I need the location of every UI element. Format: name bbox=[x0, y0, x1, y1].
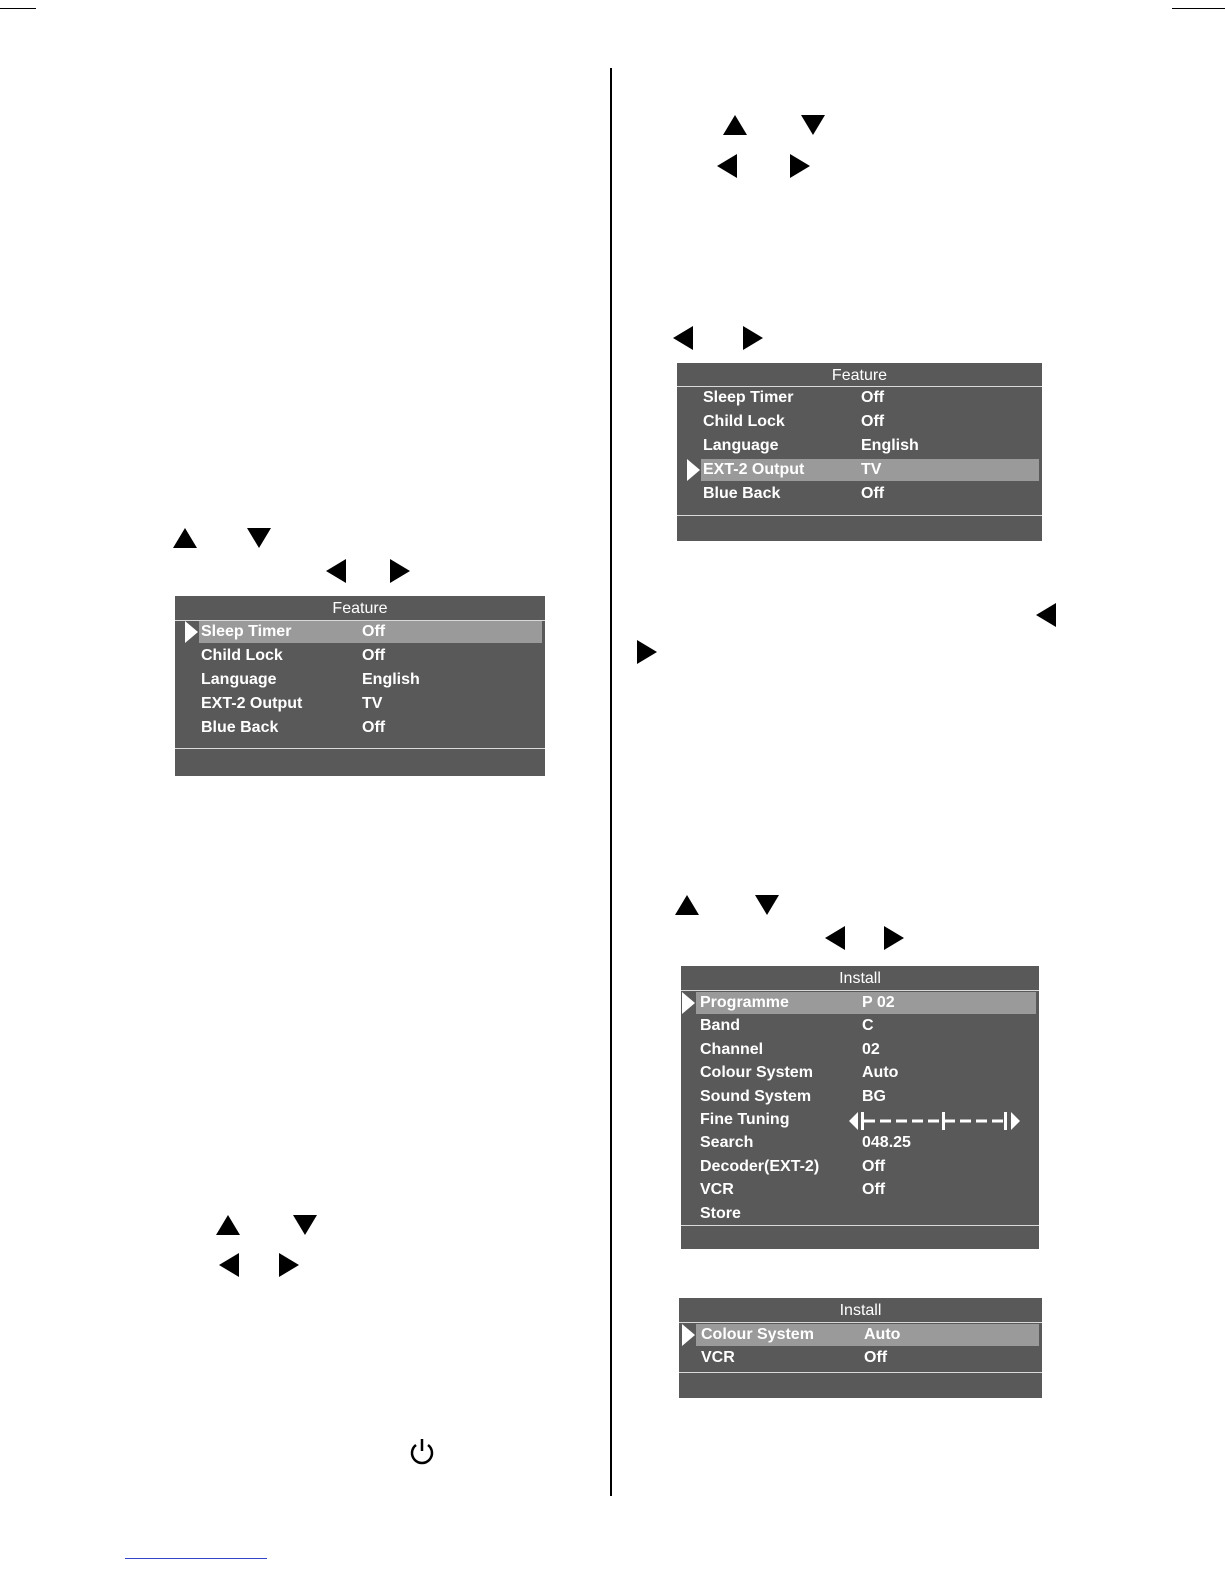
menu-row-label: Blue Back bbox=[703, 485, 781, 502]
menu-row-value: Off bbox=[861, 485, 885, 502]
menu-row-label: Blue Back bbox=[201, 719, 279, 736]
crop-mark-top-left bbox=[0, 8, 36, 9]
menu-row-label: Sleep Timer bbox=[703, 389, 794, 406]
menu-row-value: Off bbox=[861, 413, 885, 430]
menu-row-value: Off bbox=[862, 1157, 886, 1175]
menu-row-value: C bbox=[862, 1017, 874, 1035]
menu-row-label: Store bbox=[700, 1204, 741, 1222]
down-arrow-icon bbox=[293, 1215, 317, 1235]
left-arrow-icon bbox=[717, 154, 737, 178]
right-arrow-icon bbox=[390, 559, 410, 583]
menu-row-value: English bbox=[362, 671, 420, 688]
menu-row-label: Search bbox=[700, 1134, 754, 1152]
menu-row[interactable] bbox=[175, 621, 545, 643]
right-arrow-icon bbox=[279, 1253, 299, 1277]
selection-cursor-icon bbox=[682, 992, 695, 1014]
left-arrow-icon bbox=[326, 559, 346, 583]
left-arrow-icon bbox=[825, 926, 845, 950]
menu-row[interactable] bbox=[681, 1109, 1039, 1131]
right-arrow-icon bbox=[884, 926, 904, 950]
selection-cursor-icon bbox=[682, 1324, 695, 1346]
up-arrow-icon bbox=[675, 895, 699, 915]
menu-row[interactable] bbox=[677, 435, 1042, 457]
menu-row[interactable] bbox=[677, 387, 1042, 409]
menu-row-value: Off bbox=[362, 647, 386, 664]
menu-row[interactable] bbox=[681, 1203, 1039, 1225]
menu-row-label: Fine Tuning bbox=[700, 1111, 790, 1128]
menu-title: Feature bbox=[332, 600, 388, 617]
footer-divider bbox=[681, 1225, 1039, 1226]
menu-row[interactable] bbox=[681, 992, 1039, 1014]
menu-row-value: TV bbox=[362, 695, 383, 712]
menu-row[interactable] bbox=[681, 1132, 1039, 1154]
footer-divider bbox=[175, 748, 545, 749]
menu-title: Install bbox=[839, 970, 881, 987]
up-arrow-icon bbox=[173, 528, 197, 548]
menu-row[interactable] bbox=[681, 1179, 1039, 1201]
menu-row[interactable] bbox=[677, 483, 1042, 505]
menu-row[interactable] bbox=[175, 669, 545, 691]
menu-row-label: Child Lock bbox=[703, 413, 785, 430]
menu-row-label: Sound System bbox=[700, 1087, 812, 1105]
menu-row-value: Off bbox=[861, 389, 885, 406]
left-arrow-icon bbox=[1036, 603, 1056, 627]
menu-row-label: Band bbox=[700, 1017, 740, 1035]
install-menu-panel bbox=[679, 1298, 1042, 1398]
column-divider bbox=[610, 68, 612, 1496]
menu-row[interactable] bbox=[681, 1062, 1039, 1084]
menu-row-value: Auto bbox=[864, 1326, 901, 1343]
menu-row-value: P 02 bbox=[862, 994, 895, 1011]
down-arrow-icon bbox=[801, 115, 825, 135]
menu-row[interactable] bbox=[175, 693, 545, 715]
footer-divider bbox=[679, 1372, 1042, 1373]
menu-row[interactable] bbox=[681, 1039, 1039, 1061]
menu-row-label: VCR bbox=[700, 1181, 734, 1199]
menu-row-value: 048.25 bbox=[862, 1134, 911, 1152]
feature-menu-panel bbox=[677, 363, 1042, 541]
left-arrow-icon bbox=[219, 1253, 239, 1277]
up-arrow-icon bbox=[723, 115, 747, 135]
menu-row[interactable] bbox=[175, 717, 545, 739]
menu-row[interactable] bbox=[677, 411, 1042, 433]
menu-row-value: Off bbox=[864, 1349, 888, 1366]
menu-row-value: Off bbox=[362, 623, 386, 640]
install-menu-panel bbox=[681, 966, 1039, 1249]
menu-row-value: BG bbox=[862, 1087, 886, 1105]
crop-mark-top-right bbox=[1172, 8, 1225, 9]
menu-row-label: Decoder(EXT-2) bbox=[700, 1157, 820, 1175]
menu-row-label: Language bbox=[703, 437, 779, 454]
menu-row-value: Auto bbox=[862, 1064, 899, 1082]
menu-row[interactable] bbox=[679, 1347, 1042, 1369]
selection-cursor-icon bbox=[687, 459, 700, 481]
left-arrow-icon bbox=[673, 326, 693, 350]
menu-row-label: Language bbox=[201, 671, 277, 688]
menu-title: Install bbox=[839, 1302, 882, 1319]
menu-row-label: Channel bbox=[700, 1040, 764, 1058]
menu-row-value: 02 bbox=[862, 1040, 880, 1058]
title-divider bbox=[681, 990, 1039, 991]
up-arrow-icon bbox=[216, 1215, 240, 1235]
menu-row-label: EXT-2 Output bbox=[201, 695, 303, 712]
menu-row-label: Colour System bbox=[701, 1326, 814, 1343]
menu-row[interactable] bbox=[681, 1156, 1039, 1178]
menu-row[interactable] bbox=[681, 1015, 1039, 1037]
right-arrow-icon bbox=[790, 154, 810, 178]
menu-row-label: VCR bbox=[701, 1349, 735, 1366]
title-divider bbox=[679, 1322, 1042, 1323]
menu-row[interactable] bbox=[681, 1086, 1039, 1108]
menu-row-label: Child Lock bbox=[201, 647, 283, 664]
menu-row-label: Programme bbox=[700, 994, 789, 1011]
down-arrow-icon bbox=[755, 895, 779, 915]
menu-row-value: TV bbox=[861, 461, 882, 478]
feature-menu-panel bbox=[175, 596, 545, 776]
power-icon bbox=[408, 1437, 436, 1467]
menu-row-value: Off bbox=[862, 1181, 886, 1199]
menu-row-value: English bbox=[861, 437, 919, 454]
footer-divider bbox=[677, 515, 1042, 516]
menu-row[interactable] bbox=[175, 645, 545, 667]
down-arrow-icon bbox=[247, 528, 271, 548]
menu-row[interactable] bbox=[677, 459, 1042, 481]
menu-row-label: Colour System bbox=[700, 1064, 813, 1082]
selection-cursor-icon bbox=[185, 621, 198, 643]
menu-row[interactable] bbox=[679, 1324, 1042, 1346]
right-arrow-icon bbox=[637, 640, 657, 664]
menu-row-value: Off bbox=[362, 719, 386, 736]
right-arrow-icon bbox=[743, 326, 763, 350]
footer-rule bbox=[125, 1558, 267, 1559]
menu-title: Feature bbox=[831, 367, 888, 384]
menu-row-label: EXT-2 Output bbox=[703, 461, 805, 478]
menu-row-label: Sleep Timer bbox=[201, 623, 292, 640]
